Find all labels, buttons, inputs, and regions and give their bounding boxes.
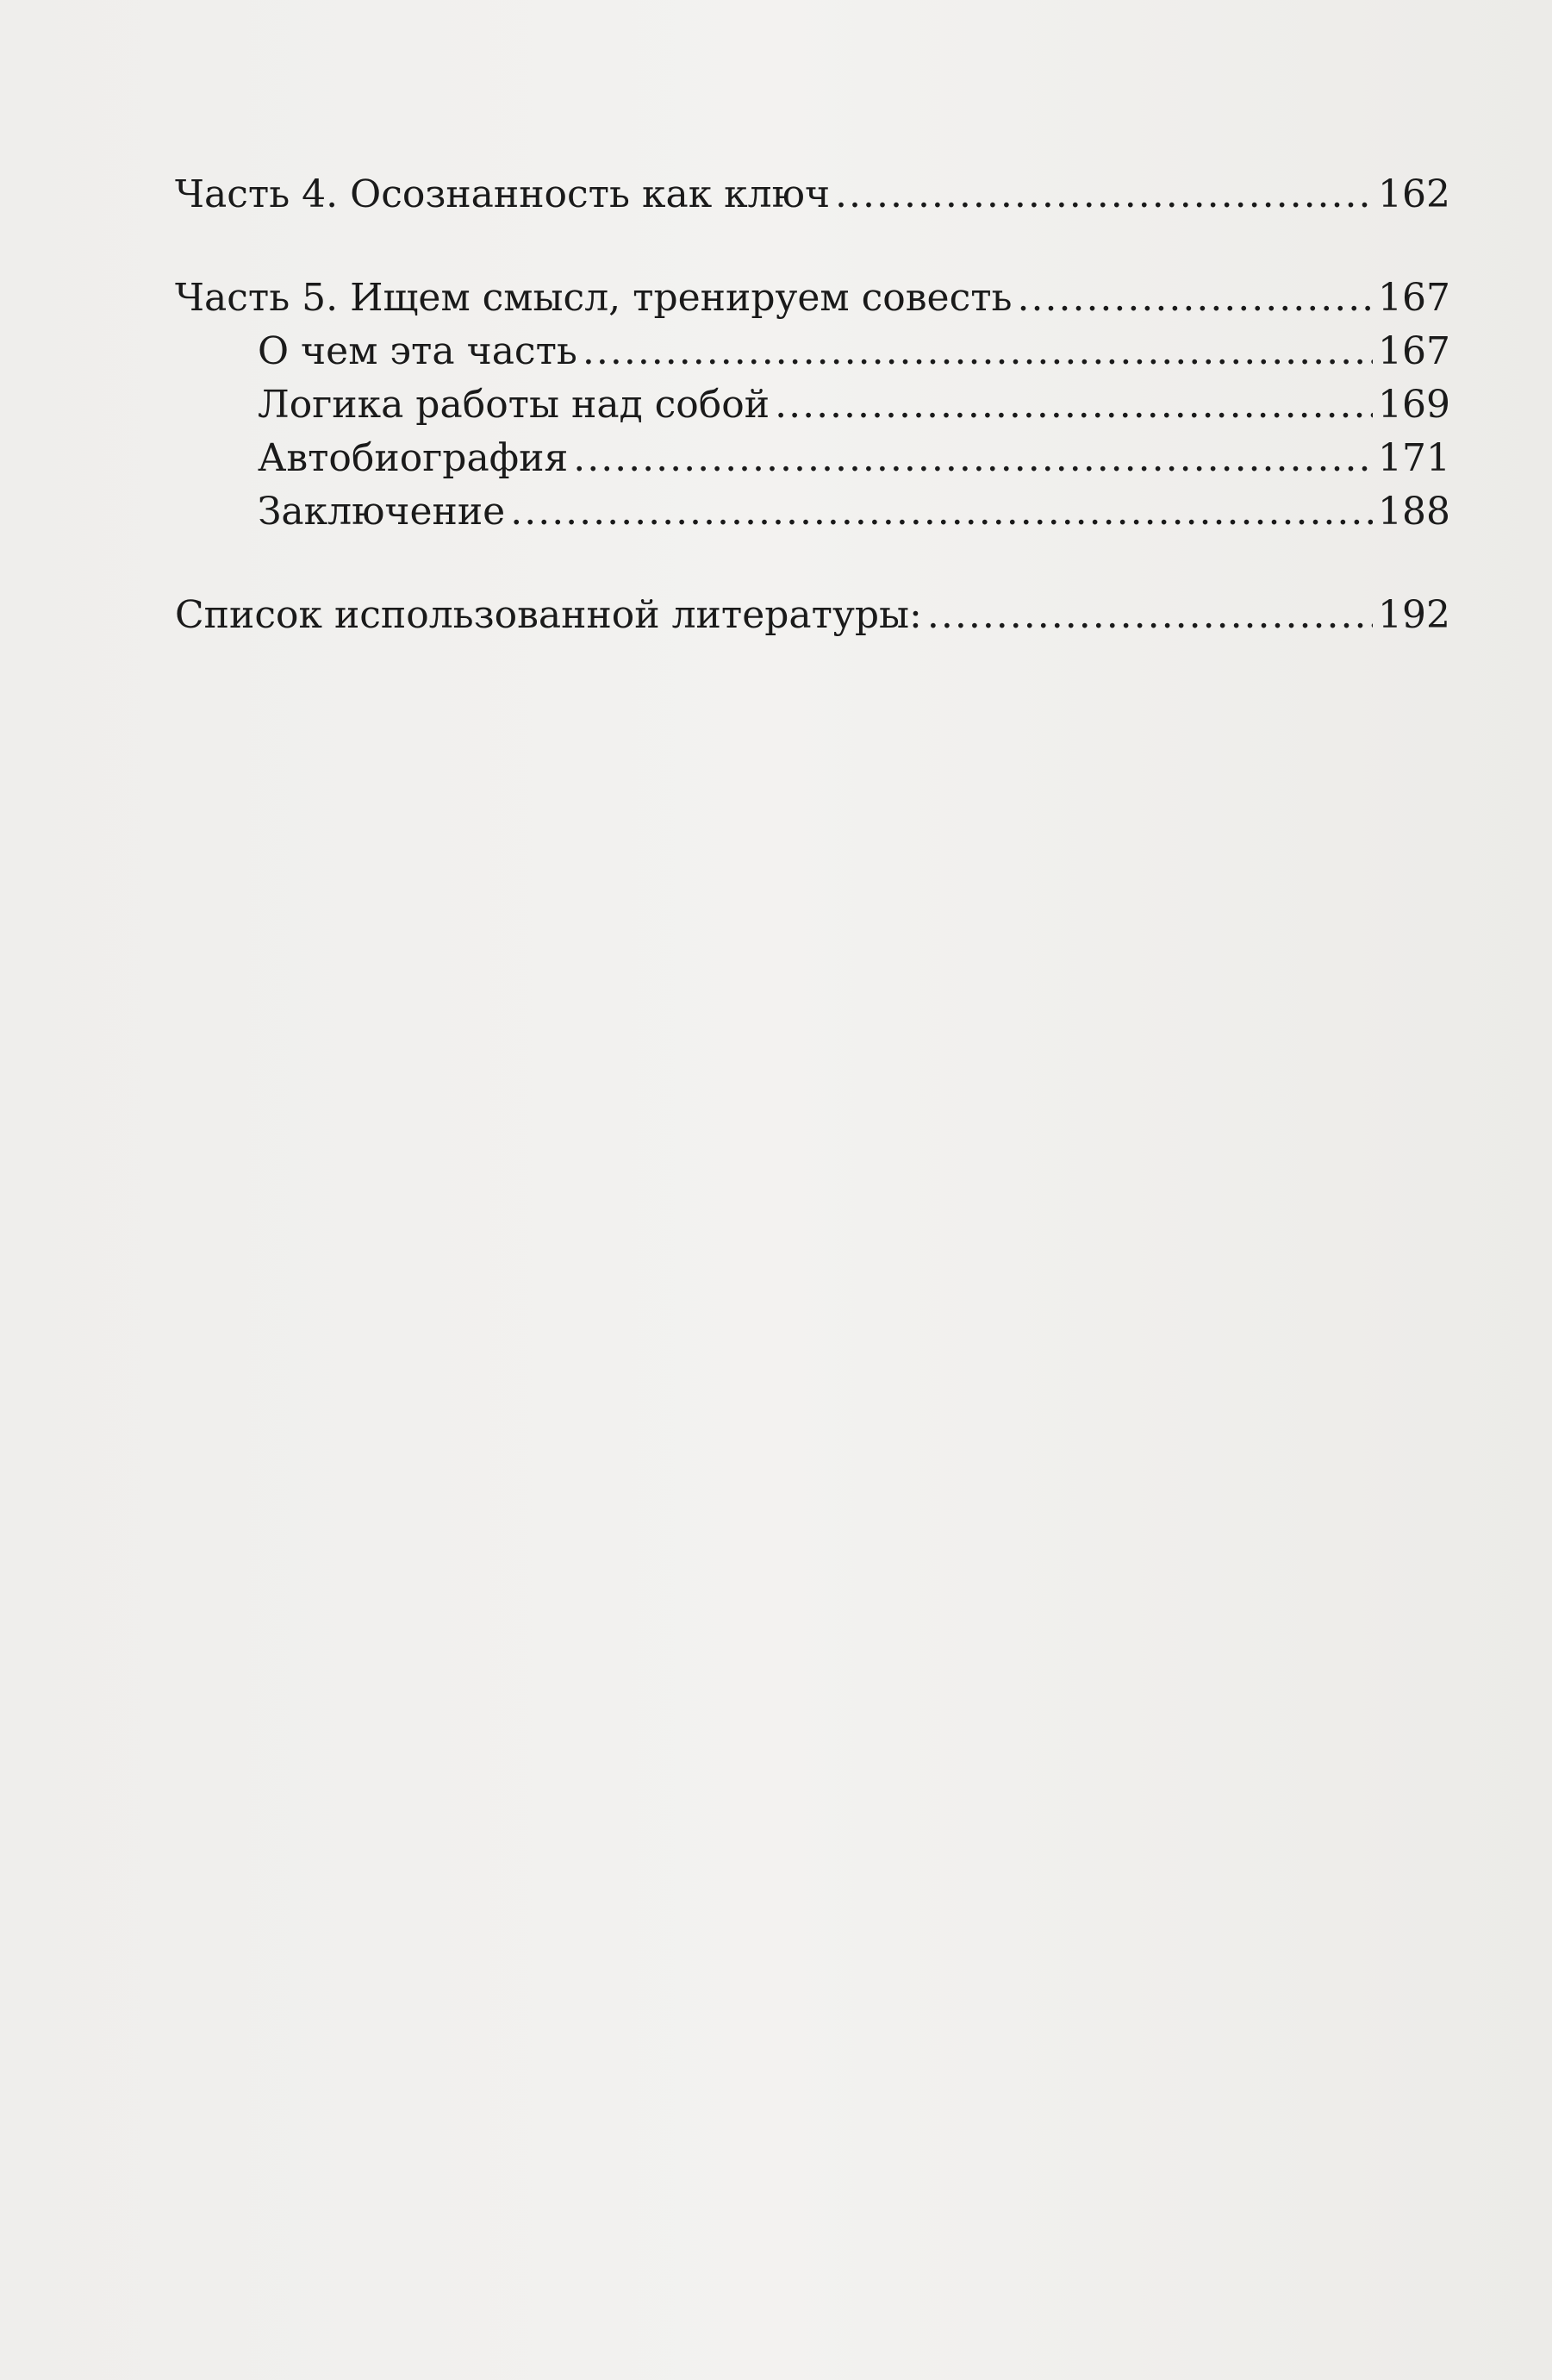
toc-entry-self-work-logic [175,378,1450,432]
toc-entry-about-part [175,325,1450,378]
dot-leader [583,325,1373,378]
dot-leader [775,378,1373,432]
section-gap [175,222,1450,272]
toc-entry-title: Автобиография [258,436,569,480]
toc-entry-title: Список использованной литературы: [175,593,922,637]
dot-leader [510,485,1373,539]
toc-entry-part4 [175,168,1450,222]
toc-entry-title: Часть 5. Ищем смысл, тренируем совесть [175,276,1013,320]
toc-entry-title: О чем эта часть [258,329,577,373]
toc-entry-page: 192 [1378,593,1450,637]
toc-entry-title: Логика работы над собой [258,383,770,427]
toc-entry-title: Часть 4. Осознанность как ключ [175,172,831,216]
toc-entry-page: 188 [1378,490,1450,534]
toc-entry-page: 162 [1378,172,1450,216]
toc-entry-part5 [175,272,1450,325]
toc-entry-autobiography [175,432,1450,485]
dot-leader [573,432,1373,485]
table-of-contents [175,168,1450,642]
toc-entry-title: Заключение [258,490,506,534]
dot-leader [927,589,1373,642]
dot-leader [1018,272,1374,325]
toc-entry-page: 167 [1378,276,1450,320]
toc-entry-page: 169 [1378,383,1450,427]
toc-entry-page: 167 [1378,329,1450,373]
toc-entry-page: 171 [1378,436,1450,480]
section-gap [175,539,1450,589]
dot-leader [835,168,1373,222]
toc-entry-conclusion [175,485,1450,539]
toc-entry-bibliography [175,589,1450,642]
